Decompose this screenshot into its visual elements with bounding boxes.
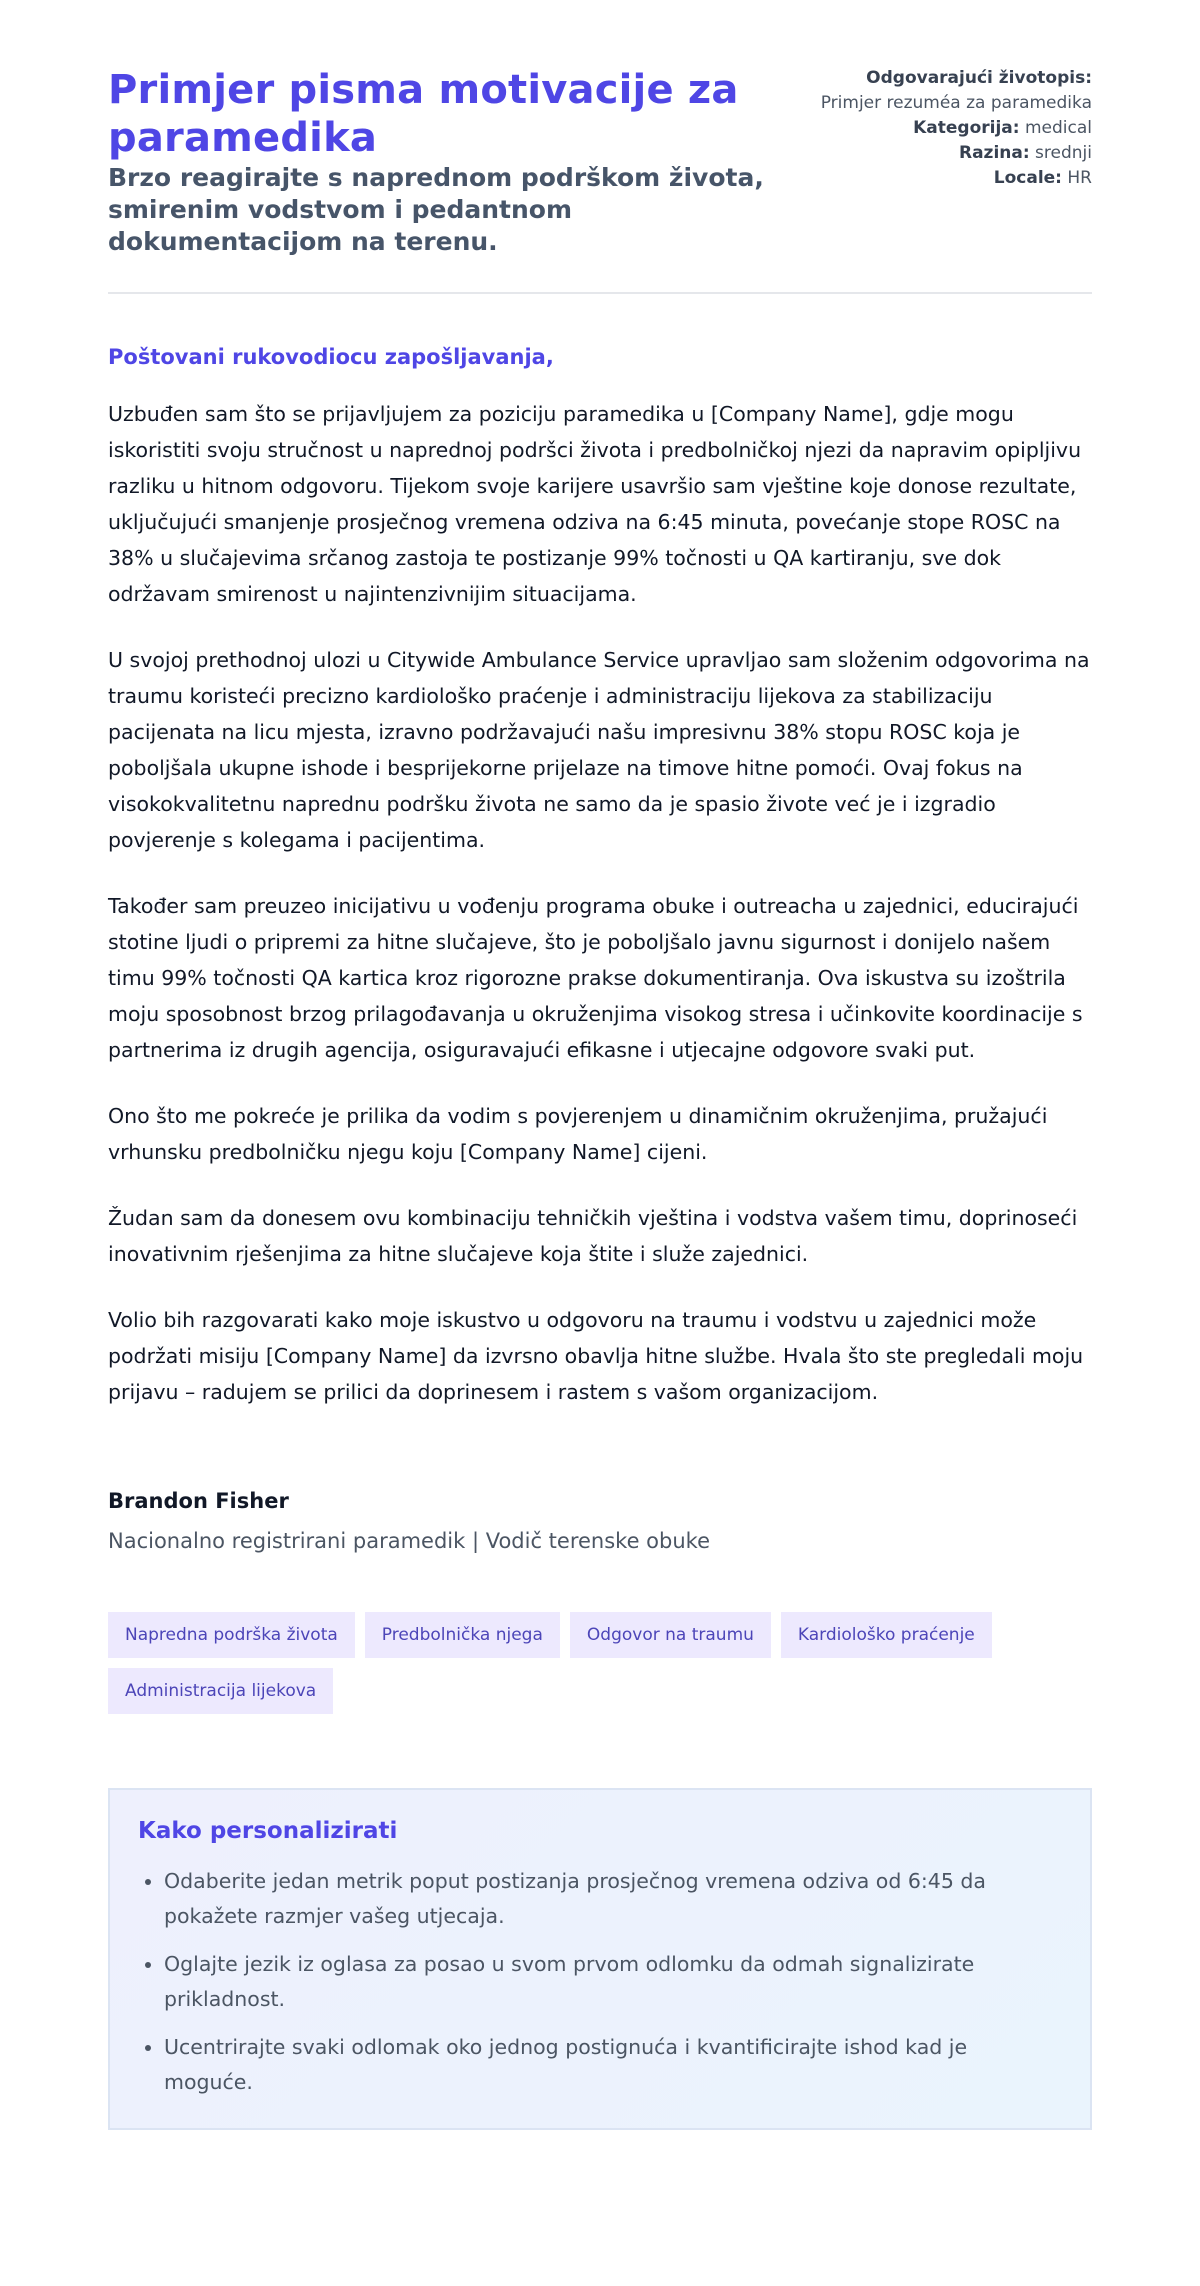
tip-item: • Odaberite jedan metrik poput postizanja prosječnog vremena odziva od 6:45 da pokažete razmjer vašeg utjecaja. [164,1864,1062,1934]
tips-title: Kako personalizirati [138,1818,398,1844]
signature-title: Nacionalno registrirani paramedik | Vodič terenske obuke [108,1529,710,1553]
skill-tag[interactable]: Kardiološko praćenje [781,1612,992,1658]
meta-locale-label: Locale: [993,168,1062,188]
meta-resume [805,66,1092,116]
skill-tag[interactable]: Napredna podrška života [108,1612,355,1658]
letter-greeting: Poštovani rukovodiocu zapošljavanja, [108,345,554,369]
meta-level [805,141,1092,166]
letter-paragraph: Uzbuđen sam što se prijavljujem za poziciju paramedika u [Company Name], gdje mogu iskoristiti svoju stručnost u naprednoj podršci života i predbolničkoj njezi da napravim opipljivu razliku u hitnom odgovoru. Tijekom svoje karijere usavršio sam vještine koje donose rezultate, uključujući smanjenje prosječnog vremena odziva na 6:45 minuta, povećanje stope ROSC na 38% u slučajevima srčanog zastoja te postizanje 99% točnosti u QA kartiranju, sve dok održavam smirenost u najintenzivnijim situacijama. [108,402,1082,606]
meta-category [805,116,1092,141]
meta-panel [805,66,1092,191]
meta-resume-label: Odgovarajući životopis: [866,68,1092,88]
page-title: Primjer pisma motivacije za paramedika [108,67,739,161]
personalization-tips [108,1788,1092,2130]
meta-category-value: medical [1024,118,1092,138]
meta-category-label: Kategorija: [913,118,1020,138]
meta-level-label: Razina: [958,143,1030,163]
meta-level-value: srednji [1035,143,1092,163]
meta-resume-value[interactable]: Primjer rezuméa za paramedika [820,93,1092,113]
header-titles [108,66,805,258]
page-subtitle: Brzo reagirajte s naprednom podrškom života, smirenim vodstvom i pedantnom dokumentacijom na terenu. [108,163,764,256]
page-header [108,66,1092,294]
skill-tag[interactable]: Odgovor na traumu [570,1612,771,1658]
letter-paragraph: U svojoj prethodnoj ulozi u Citywide Ambulance Service upravljao sam složenim odgovorima na traumu koristeći precizno kardiološko praćenje i administraciju lijekova za stabilizaciju pacijenata na licu mjesta, izravno podržavajući našu impresivnu 38% stopu ROSC koja je poboljšala ukupne ishode i besprijekorne prijelaze na timove hitne pomoći. Ovaj fokus na visokokvalitetnu naprednu podršku života ne samo da je spasio živote već je i izgradio povjerenje s kolegama i pacijentima. [108,648,1090,852]
letter-paragraph: Žudan sam da donesem ovu kombinaciju tehničkih vještina i vodstva vašem timu, doprinoseći inovativnim rješenjima za hitne slučajeve koja štite i služe zajednici. [108,1206,1078,1266]
letter-paragraph: Ono što me pokreće je prilika da vodim s povjerenjem u dinamičnim okruženjima, pružajući vrhunsku predbolničku njegu koju [Company Name] cijeni. [108,1104,1048,1164]
skill-tags [108,1612,1092,1714]
meta-locale [805,166,1092,191]
signature-block [108,1486,1092,1556]
letter-paragraph: Također sam preuzeo inicijativu u vođenju programa obuke i outreacha u zajednici, educirajući stotine ljudi o pripremi za hitne slučajeve, što je poboljšalo javnu sigurnost i donijelo našem timu 99% točnosti QA kartica kroz rigorozne prakse dokumentiranja. Ova iskustva su izoštrila moju sposobnost brzog prilagođavanja u okruženjima visokog stresa i učinkovite koordinacije s partnerima iz drugih agencija, osiguravajući efikasne i utjecajne odgovore svaki put. [108,894,1083,1062]
meta-locale-value: HR [1067,168,1092,188]
tip-item: • Oglajte jezik iz oglasa za posao u svom prvom odlomku da odmah signalizirate prikladnost. [164,1947,1062,2017]
signature-name: Brandon Fisher [108,1489,289,1513]
letter-body [108,342,1092,1410]
letter-paragraph: Volio bih razgovarati kako moje iskustvo u odgovoru na traumu i vodstvu u zajednici može podržati misiju [Company Name] da izvrsno obavlja hitne službe. Hvala što ste pregledali moju prijavu – radujem se prilici da doprinesem i rastem s vašom organizacijom. [108,1308,1084,1404]
skill-tag[interactable]: Administracija lijekova [108,1668,333,1714]
tip-item: • Ucentrirajte svaki odlomak oko jednog postignuća i kvantificirajte ishod kad je moguće. [164,2030,1062,2100]
tips-list [138,1864,1062,2100]
skill-tag[interactable]: Predbolnička njega [365,1612,560,1658]
